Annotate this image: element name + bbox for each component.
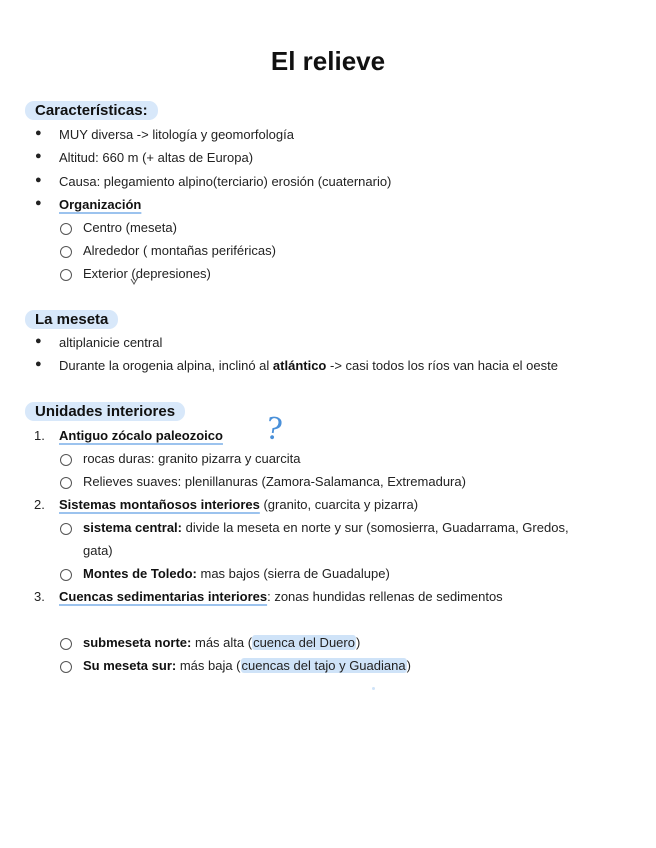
circle-bullet-icon (60, 661, 72, 673)
section-heading-caracteristicas: Características: (35, 102, 158, 119)
circle-bullet-icon (60, 477, 72, 489)
document-page: El relieve Características: ● MUY diversa -> litología y geomorfología ● Altitud: 660 m (+ altas de Europa) ● Causa: plegamiento alpino(terciario) erosión (cuaternario) ● Organización Centro (meseta) Alrededor ( montañas periféricas) Exterior (depresiones) La meseta ● altiplanicie central ● Durante la orogenia alpina, inclinó al atlántico -> casi todos los ríos van hacia el oeste Unidades interiores 1. Antiguo zócalo paleozoico rocas duras: granito pizarra y cuarcita Relieves suaves: plenillanuras (Zamora-Salamanca, Extremadura) 2. Sistemas montañosos interiores (granito, cuarcita y pizarra) sistema central: divide la meseta en norte y sur (somosierra, Guadarrama, Gredos, gata) Montes de Toledo: mas bajos (sierra de Guadalupe) 3. Cuencas sedimentarias interiores: zonas hundidas rellenas de sedimentos submeseta norte: más alta (cuenca del Duero) Su meseta sur: más baja (cuencas del tajo y Guadiana) ? (0, 0, 656, 848)
handwritten-question-mark: ? (263, 411, 285, 448)
circle-bullet-icon (60, 454, 72, 466)
ink-dot (372, 687, 375, 690)
bullet-icon: ● (35, 127, 42, 139)
bullet-icon: ● (35, 197, 42, 209)
circle-bullet-icon (60, 569, 72, 581)
bullet-icon: ● (35, 358, 42, 370)
bullet-icon: ● (35, 150, 42, 162)
circle-bullet-icon (60, 523, 72, 535)
bullet-icon: ● (35, 335, 42, 347)
section-heading-meseta: La meseta (35, 311, 118, 328)
bullet-icon: ● (35, 174, 42, 186)
circle-bullet-icon (60, 638, 72, 650)
page-title: El relieve (270, 46, 386, 76)
circle-bullet-icon (60, 246, 72, 258)
handwritten-check-mark-icon (130, 276, 140, 286)
circle-bullet-icon (60, 269, 72, 281)
section-heading-unidades: Unidades interiores (35, 403, 185, 420)
circle-bullet-icon (60, 223, 72, 235)
